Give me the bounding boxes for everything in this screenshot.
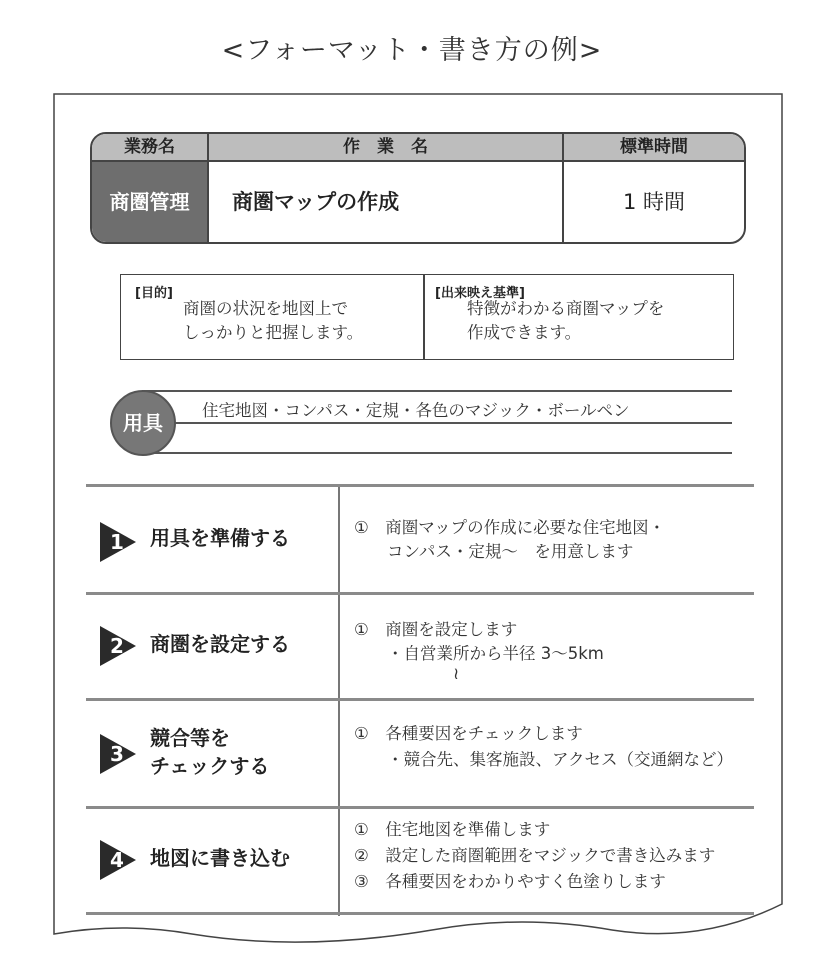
step-3-line: ① 各種要因をチェックします [354,724,583,743]
step-4-line: ① 住宅地図を準備します [354,820,551,839]
format-sheet [52,92,784,952]
step-1-line: コンパス・定規～ を用意します [354,542,634,561]
step-4-line: ③ 各種要因をわかりやすく色塗りします [354,872,666,891]
header-divider [207,134,209,242]
step-number: 1 [110,530,124,554]
step-2-title: 商圏を設定する [150,632,290,656]
tools-bottom-rule [142,452,732,454]
step-1-title: 用具を準備する [150,526,290,550]
business-name: 商圏管理 [92,162,207,242]
step-4-arrow-icon [98,840,138,880]
column-time-header: 標準時間 [620,137,688,157]
standard-label: [出来映え基準] [435,286,525,301]
step-3-arrow-icon [98,734,138,774]
purpose-box [120,274,734,360]
step-1-row [86,484,754,592]
step-4-title: 地図に書き込む [150,846,290,870]
step-number: 3 [110,742,124,766]
step-2-row [86,592,754,698]
step-3-line: ・競合先、集客施設、アクセス（交通網など） [354,750,734,769]
step-2-line: ① 商圏を設定します [354,620,518,639]
step-3-title-line: 競合等を [150,726,230,750]
standard-line: 作成できます。 [467,323,582,342]
tools-badge: 用具 [110,390,176,456]
tools-middle-rule [172,422,732,424]
step-3-title-line: チェックする [150,754,270,778]
tools-text: 住宅地図・コンパス・定規・各色のマジック・ボールペン [202,401,630,420]
step-2-line: ≀ [354,664,460,683]
step-4-row [86,806,754,912]
step-3-title [150,724,269,780]
step-3-row [86,698,754,806]
step-rule [86,912,754,915]
purpose-line: しっかりと把握します。 [183,323,364,342]
step-2-arrow-icon [98,626,138,666]
tools-top-rule [142,390,732,392]
task-name: 商圏マップの作成 [232,190,400,214]
purpose-label: [目的] [135,286,173,301]
column-business-header: 業務名 [124,137,175,157]
purpose-divider [423,275,425,359]
column-task-header: 作 業 名 [343,137,428,157]
header-table [90,132,746,244]
purpose-text [183,297,363,345]
step-1-arrow-icon [98,522,138,562]
step-number: 2 [110,634,124,658]
standard-text [467,297,664,345]
step-number: 4 [110,848,124,872]
step-1-line: ① 商圏マップの作成に必要な住宅地図・ [354,518,666,537]
page-title: <フォーマット・書き方の例> [221,35,603,66]
step-2-line: ・自営業所から半径 3～5km [354,644,604,663]
standard-line: 特徴がわかる商圏マップを [467,299,665,318]
purpose-line: 商圏の状況を地図上で [183,299,348,318]
standard-time: 1 時間 [622,190,686,214]
step-4-line: ② 設定した商圏範囲をマジックで書き込みます [354,846,716,865]
